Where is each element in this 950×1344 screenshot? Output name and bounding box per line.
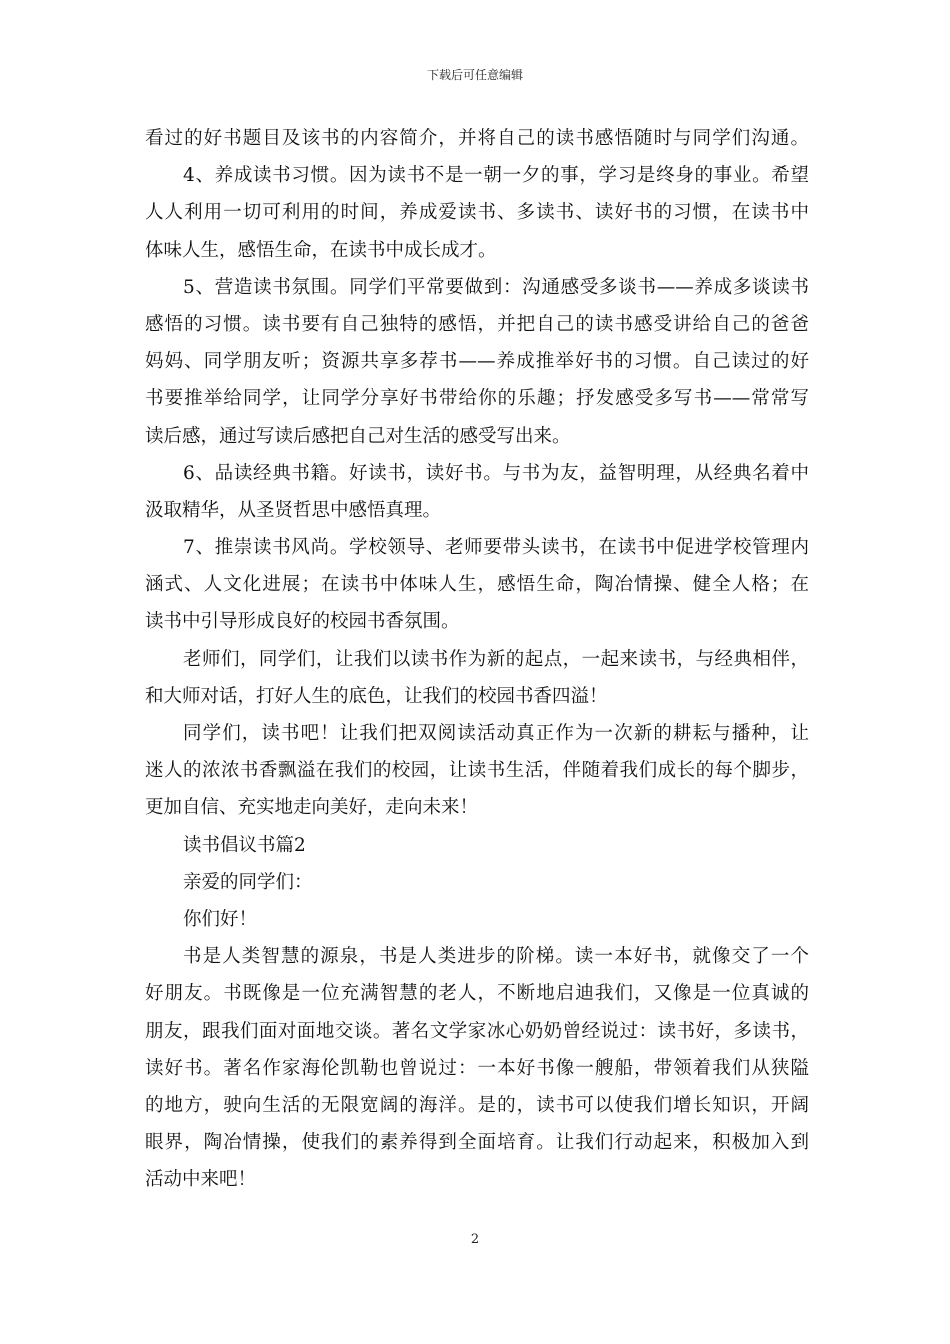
page-header-note: 下载后可任意编辑: [426, 68, 523, 82]
text-line: 5、营造读书氛围。同学们平常要做到：沟通感受多谈书——养成多谈读书: [183, 276, 809, 298]
document-body: [145, 120, 809, 1198]
text-line: 眼界，陶冶情操，使我们的素养得到全面培育。让我们行动起来，积极加入到: [145, 1132, 809, 1154]
text-line: 感悟的习惯。读书要有自己独特的感悟，并把自己的读书感受讲给自己的爸爸: [145, 313, 809, 335]
text-line: 读后感，通过写读后感把自己对生活的感受写出来。: [145, 425, 571, 447]
text-line: 朋友，跟我们面对面地交谈。著名文学家冰心奶奶曾经说过：读书好，多读书，: [145, 1020, 809, 1042]
text-line: 汲取精华，从圣贤哲思中感悟真理。: [145, 499, 442, 521]
text-line: 同学们，读书吧！让我们把双阅读活动真正作为一次新的耕耘与播种，让: [183, 723, 809, 744]
text-line: 老师们，同学们，让我们以读书作为新的起点，一起来读书，与经典相伴，: [183, 648, 809, 670]
text-line: 的地方，驶向生活的无限宽阔的海洋。是的，读书可以使我们增长知识，开阔: [145, 1094, 809, 1116]
text-line: 体味人生，感悟生命，在读书中成长成才。: [145, 239, 497, 261]
text-line: 更加自信、充实地走向美好，走向未来！: [145, 797, 479, 819]
text-line: 读好书。著名作家海伦凯勒也曾说过：一本好书像一艘船，带领着我们从狭隘: [145, 1057, 809, 1079]
salutation: 亲爱的同学们：: [183, 871, 313, 893]
page-number: 2: [470, 1232, 480, 1247]
text-line: 4、养成读书习惯。因为读书不是一朝一夕的事，学习是终身的事业。希望: [183, 165, 809, 187]
text-line: 看过的好书题目及该书的内容简介，并将自己的读书感悟随时与同学们沟通。: [145, 128, 809, 149]
text-line: 好朋友。书既像是一位充满智慧的老人，不断地启迪我们，又像是一位真诚的: [145, 983, 809, 1005]
text-line: 涵式、人文化进展；在读书中体味人生，感悟生命，陶冶情操、健全人格；在: [145, 574, 809, 596]
text-line: 读书中引导形成良好的校园书香氛围。: [145, 611, 460, 633]
text-line: 和大师对话，打好人生的底色，让我们的校园书香四溢！: [145, 685, 608, 707]
greeting: 你们好！: [183, 908, 258, 930]
section-heading: 读书倡议书篇2: [183, 834, 306, 856]
text-line: 书是人类智慧的源泉，书是人类进步的阶梯。读一本好书，就像交了一个: [183, 946, 809, 968]
text-line: 活动中来吧！: [145, 1169, 257, 1191]
text-line: 妈妈、同学朋友听；资源共享多荐书——养成推举好书的习惯。自己读过的好: [145, 351, 809, 373]
text-line: 7、推崇读书风尚。学校领导、老师要带头读书，在读书中促进学校管理内: [183, 537, 809, 559]
text-line: 书要推举给同学，让同学分享好书带给你的乐趣；抒发感受多写书——常常写: [145, 388, 809, 410]
text-line: 迷人的浓浓书香飘溢在我们的校园，让读书生活，伴随着我们成长的每个脚步，: [145, 760, 809, 782]
text-line: 人人利用一切可利用的时间，养成爱读书、多读书、读好书的习惯，在读书中: [145, 202, 809, 224]
text-line: 6、品读经典书籍。好读书，读好书。与书为友，益智明理，从经典名着中: [183, 462, 809, 484]
